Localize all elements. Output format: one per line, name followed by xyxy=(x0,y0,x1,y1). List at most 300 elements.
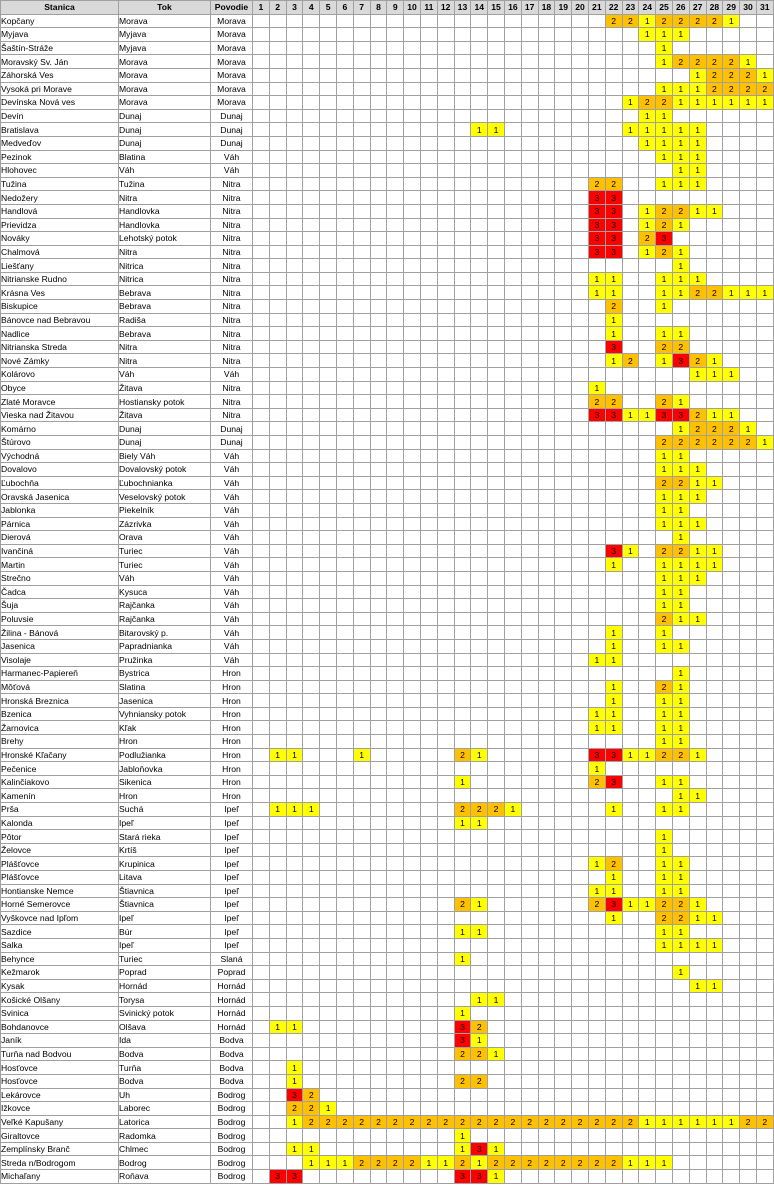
day-cell xyxy=(639,558,656,572)
day-cell xyxy=(504,136,521,150)
day-cell xyxy=(437,136,454,150)
day-cell xyxy=(454,599,471,613)
day-cell xyxy=(471,354,488,368)
day-cell xyxy=(622,1061,639,1075)
day-cell xyxy=(756,707,773,721)
day-cell xyxy=(420,164,437,178)
table-row xyxy=(1,28,774,42)
day-cell: 2 xyxy=(454,1047,471,1061)
day-cell xyxy=(253,993,270,1007)
day-cell: 2 xyxy=(689,286,706,300)
day-cell xyxy=(303,123,320,137)
day-cell xyxy=(404,449,421,463)
day-cell xyxy=(740,123,757,137)
table-row xyxy=(1,286,774,300)
day-cell xyxy=(404,259,421,273)
day-cell xyxy=(504,109,521,123)
station-name: Handlová xyxy=(1,204,119,218)
station-name: Giraltovce xyxy=(1,1129,119,1143)
day-cell xyxy=(555,680,572,694)
day-cell xyxy=(538,558,555,572)
day-cell xyxy=(269,979,286,993)
river-name: Stará rieka xyxy=(119,830,211,844)
day-cell xyxy=(572,82,589,96)
day-cell xyxy=(353,599,370,613)
day-cell xyxy=(605,531,622,545)
day-cell xyxy=(320,136,337,150)
river-name: Dovalovský potok xyxy=(119,463,211,477)
day-cell xyxy=(588,612,605,626)
day-cell: 1 xyxy=(672,28,689,42)
basin-name: Nitra xyxy=(211,191,253,205)
day-cell xyxy=(437,327,454,341)
day-cell xyxy=(555,476,572,490)
day-cell xyxy=(336,626,353,640)
day-cell xyxy=(353,517,370,531)
table-row xyxy=(1,830,774,844)
day-cell xyxy=(605,449,622,463)
day-cell xyxy=(488,232,505,246)
day-cell xyxy=(740,639,757,653)
day-cell xyxy=(639,531,656,545)
day-cell xyxy=(336,871,353,885)
day-cell xyxy=(555,843,572,857)
day-cell xyxy=(353,1129,370,1143)
basin-name: Nitra xyxy=(211,313,253,327)
day-cell xyxy=(420,680,437,694)
day-cell xyxy=(454,109,471,123)
day-cell xyxy=(269,1047,286,1061)
river-name: Ipeľ xyxy=(119,816,211,830)
day-cell xyxy=(370,898,387,912)
day-cell xyxy=(387,368,404,382)
table-row xyxy=(1,14,774,28)
day-cell xyxy=(740,395,757,409)
table-row xyxy=(1,191,774,205)
day-cell xyxy=(420,245,437,259)
day-cell xyxy=(572,313,589,327)
day-cell xyxy=(387,41,404,55)
day-cell xyxy=(740,449,757,463)
day-cell xyxy=(303,1074,320,1088)
day-cell xyxy=(572,245,589,259)
day-cell xyxy=(353,911,370,925)
day-cell xyxy=(572,653,589,667)
day-cell xyxy=(420,368,437,382)
day-cell xyxy=(723,218,740,232)
basin-name: Ipeľ xyxy=(211,843,253,857)
day-cell xyxy=(572,1088,589,1102)
day-cell xyxy=(471,1061,488,1075)
day-cell xyxy=(253,55,270,69)
day-cell xyxy=(622,1047,639,1061)
day-cell xyxy=(404,721,421,735)
table-row xyxy=(1,232,774,246)
day-cell xyxy=(555,803,572,817)
day-cell xyxy=(740,272,757,286)
day-cell xyxy=(420,218,437,232)
day-cell xyxy=(555,1142,572,1156)
day-cell xyxy=(639,857,656,871)
day-cell: 2 xyxy=(454,898,471,912)
day-cell xyxy=(437,449,454,463)
day-cell xyxy=(521,422,538,436)
day-cell xyxy=(605,517,622,531)
day-cell xyxy=(454,993,471,1007)
day-cell xyxy=(756,748,773,762)
day-cell xyxy=(622,735,639,749)
day-cell xyxy=(622,1129,639,1143)
day-cell xyxy=(404,558,421,572)
table-row xyxy=(1,979,774,993)
day-cell xyxy=(471,843,488,857)
header-stanica: Stanica xyxy=(1,1,119,15)
day-cell: 1 xyxy=(605,313,622,327)
day-cell xyxy=(723,1074,740,1088)
day-cell xyxy=(253,463,270,477)
day-cell xyxy=(488,327,505,341)
day-cell xyxy=(404,626,421,640)
header-day: 30 xyxy=(740,1,757,15)
station-name: Hosťovce xyxy=(1,1061,119,1075)
day-cell xyxy=(269,816,286,830)
day-cell xyxy=(387,544,404,558)
day-cell: 1 xyxy=(454,816,471,830)
day-cell xyxy=(320,599,337,613)
day-cell xyxy=(286,150,303,164)
station-name: Kežmarok xyxy=(1,966,119,980)
day-cell: 1 xyxy=(689,517,706,531)
header-day: 29 xyxy=(723,1,740,15)
day-cell xyxy=(370,340,387,354)
day-cell xyxy=(572,422,589,436)
day-cell xyxy=(286,436,303,450)
day-cell xyxy=(370,1006,387,1020)
day-cell xyxy=(538,136,555,150)
day-cell xyxy=(420,136,437,150)
day-cell xyxy=(740,368,757,382)
day-cell xyxy=(521,1006,538,1020)
day-cell xyxy=(320,803,337,817)
day-cell xyxy=(370,164,387,178)
header-day: 16 xyxy=(504,1,521,15)
day-cell xyxy=(320,368,337,382)
day-cell xyxy=(420,204,437,218)
day-cell xyxy=(639,653,656,667)
day-cell xyxy=(286,735,303,749)
basin-name: Ipeľ xyxy=(211,803,253,817)
day-cell xyxy=(538,843,555,857)
day-cell xyxy=(488,313,505,327)
day-cell xyxy=(488,1020,505,1034)
day-cell xyxy=(370,245,387,259)
day-cell xyxy=(404,150,421,164)
day-cell xyxy=(353,1061,370,1075)
day-cell xyxy=(404,68,421,82)
day-cell xyxy=(555,150,572,164)
day-cell xyxy=(521,327,538,341)
day-cell xyxy=(740,313,757,327)
station-name: Martin xyxy=(1,558,119,572)
day-cell xyxy=(269,1156,286,1170)
day-cell: 3 xyxy=(471,1170,488,1184)
day-cell: 2 xyxy=(488,1115,505,1129)
day-cell xyxy=(253,938,270,952)
station-name: Vyškovce nad Ipľom xyxy=(1,911,119,925)
day-cell xyxy=(353,340,370,354)
river-name: Turňa xyxy=(119,1061,211,1075)
day-cell xyxy=(404,803,421,817)
day-cell: 1 xyxy=(672,327,689,341)
table-row xyxy=(1,422,774,436)
day-cell xyxy=(336,150,353,164)
day-cell xyxy=(488,150,505,164)
day-cell xyxy=(471,490,488,504)
day-cell xyxy=(253,1047,270,1061)
day-cell xyxy=(656,68,673,82)
day-cell xyxy=(572,558,589,572)
day-cell xyxy=(740,1142,757,1156)
day-cell xyxy=(572,884,589,898)
river-name: Latorica xyxy=(119,1115,211,1129)
day-cell xyxy=(471,232,488,246)
day-cell xyxy=(605,1102,622,1116)
day-cell xyxy=(622,422,639,436)
day-cell xyxy=(353,463,370,477)
day-cell xyxy=(471,272,488,286)
day-cell xyxy=(387,218,404,232)
day-cell xyxy=(639,735,656,749)
station-name: Oravská Jasenica xyxy=(1,490,119,504)
day-cell xyxy=(370,368,387,382)
day-cell: 3 xyxy=(286,1170,303,1184)
river-name: Bodrog xyxy=(119,1156,211,1170)
day-cell xyxy=(286,789,303,803)
day-cell xyxy=(555,14,572,28)
day-cell: 2 xyxy=(572,1115,589,1129)
basin-name: Bodrog xyxy=(211,1156,253,1170)
day-cell xyxy=(269,164,286,178)
day-cell xyxy=(420,871,437,885)
day-cell xyxy=(437,408,454,422)
day-cell xyxy=(504,816,521,830)
day-cell xyxy=(740,993,757,1007)
day-cell xyxy=(286,191,303,205)
table-row xyxy=(1,966,774,980)
station-name: Vieska nad Žitavou xyxy=(1,408,119,422)
day-cell xyxy=(253,300,270,314)
station-name: Veľké Kapušany xyxy=(1,1115,119,1129)
day-cell xyxy=(572,911,589,925)
day-cell xyxy=(555,748,572,762)
day-cell xyxy=(605,381,622,395)
basin-name: Nitra xyxy=(211,218,253,232)
day-cell xyxy=(622,694,639,708)
day-cell xyxy=(353,843,370,857)
day-cell xyxy=(672,368,689,382)
day-cell xyxy=(269,612,286,626)
day-cell xyxy=(639,272,656,286)
day-cell xyxy=(269,680,286,694)
day-cell xyxy=(404,463,421,477)
day-cell xyxy=(420,721,437,735)
day-cell xyxy=(471,368,488,382)
day-cell xyxy=(538,938,555,952)
day-cell xyxy=(488,1061,505,1075)
day-cell xyxy=(723,871,740,885)
table-row xyxy=(1,517,774,531)
day-cell xyxy=(420,843,437,857)
day-cell xyxy=(454,68,471,82)
day-cell: 1 xyxy=(605,803,622,817)
table-row xyxy=(1,571,774,585)
day-cell xyxy=(723,993,740,1007)
day-cell xyxy=(420,517,437,531)
day-cell: 1 xyxy=(689,911,706,925)
day-cell: 3 xyxy=(672,408,689,422)
day-cell xyxy=(538,1020,555,1034)
day-cell xyxy=(488,503,505,517)
day-cell xyxy=(706,653,723,667)
day-cell xyxy=(320,1170,337,1184)
day-cell xyxy=(756,14,773,28)
day-cell xyxy=(320,531,337,545)
day-cell xyxy=(420,884,437,898)
day-cell: 1 xyxy=(269,1020,286,1034)
day-cell xyxy=(689,1034,706,1048)
day-cell xyxy=(622,476,639,490)
day-cell xyxy=(471,436,488,450)
day-cell xyxy=(253,218,270,232)
day-cell xyxy=(572,191,589,205)
day-cell xyxy=(706,531,723,545)
day-cell xyxy=(353,191,370,205)
day-cell xyxy=(320,721,337,735)
day-cell xyxy=(521,830,538,844)
day-cell xyxy=(639,789,656,803)
day-cell xyxy=(454,96,471,110)
day-cell xyxy=(387,1129,404,1143)
day-cell xyxy=(622,830,639,844)
day-cell: 1 xyxy=(656,925,673,939)
day-cell xyxy=(454,177,471,191)
day-cell xyxy=(706,680,723,694)
day-cell xyxy=(437,1006,454,1020)
day-cell xyxy=(336,204,353,218)
day-cell xyxy=(605,150,622,164)
day-cell: 3 xyxy=(454,1170,471,1184)
day-cell: 1 xyxy=(488,1142,505,1156)
day-cell xyxy=(320,653,337,667)
day-cell xyxy=(622,368,639,382)
day-cell xyxy=(756,830,773,844)
day-cell xyxy=(437,150,454,164)
day-cell xyxy=(672,1102,689,1116)
day-cell xyxy=(370,28,387,42)
day-cell xyxy=(622,707,639,721)
day-cell: 1 xyxy=(672,517,689,531)
day-cell xyxy=(723,1088,740,1102)
day-cell: 1 xyxy=(286,803,303,817)
station-name: Pôtor xyxy=(1,830,119,844)
day-cell xyxy=(286,571,303,585)
table-row xyxy=(1,340,774,354)
day-cell xyxy=(572,218,589,232)
day-cell xyxy=(588,150,605,164)
river-name: Morava xyxy=(119,68,211,82)
day-cell xyxy=(572,164,589,178)
day-cell xyxy=(723,1034,740,1048)
river-name: Hron xyxy=(119,789,211,803)
day-cell xyxy=(538,952,555,966)
table-row xyxy=(1,381,774,395)
day-cell xyxy=(740,218,757,232)
day-cell xyxy=(370,204,387,218)
day-cell xyxy=(303,381,320,395)
day-cell xyxy=(723,775,740,789)
day-cell xyxy=(437,109,454,123)
day-cell: 1 xyxy=(706,1115,723,1129)
day-cell xyxy=(420,830,437,844)
day-cell xyxy=(437,898,454,912)
day-cell xyxy=(740,721,757,735)
day-cell xyxy=(420,1088,437,1102)
day-cell xyxy=(336,82,353,96)
day-cell: 1 xyxy=(672,164,689,178)
day-cell xyxy=(253,626,270,640)
basin-name: Hron xyxy=(211,680,253,694)
day-cell: 1 xyxy=(336,1156,353,1170)
day-cell xyxy=(454,408,471,422)
day-cell xyxy=(303,55,320,69)
day-cell xyxy=(370,300,387,314)
day-cell xyxy=(454,938,471,952)
day-cell: 2 xyxy=(740,436,757,450)
day-cell xyxy=(471,667,488,681)
day-cell: 1 xyxy=(471,1034,488,1048)
day-cell xyxy=(387,1142,404,1156)
day-cell xyxy=(706,327,723,341)
day-cell xyxy=(286,612,303,626)
day-cell xyxy=(756,789,773,803)
day-cell xyxy=(639,830,656,844)
day-cell: 1 xyxy=(269,803,286,817)
day-cell xyxy=(471,408,488,422)
day-cell: 1 xyxy=(689,136,706,150)
day-cell xyxy=(622,41,639,55)
day-cell xyxy=(723,245,740,259)
day-cell xyxy=(504,585,521,599)
day-cell xyxy=(471,599,488,613)
river-name: Biely Váh xyxy=(119,449,211,463)
day-cell: 1 xyxy=(706,408,723,422)
day-cell xyxy=(437,204,454,218)
day-cell xyxy=(336,177,353,191)
day-cell xyxy=(336,966,353,980)
day-cell xyxy=(689,232,706,246)
day-cell xyxy=(488,245,505,259)
day-cell xyxy=(756,1102,773,1116)
day-cell xyxy=(723,653,740,667)
day-cell xyxy=(656,1102,673,1116)
day-cell xyxy=(723,28,740,42)
station-name: Ivančiná xyxy=(1,544,119,558)
day-cell xyxy=(320,694,337,708)
day-cell xyxy=(286,449,303,463)
day-cell xyxy=(538,803,555,817)
day-cell: 1 xyxy=(588,707,605,721)
day-cell xyxy=(740,232,757,246)
